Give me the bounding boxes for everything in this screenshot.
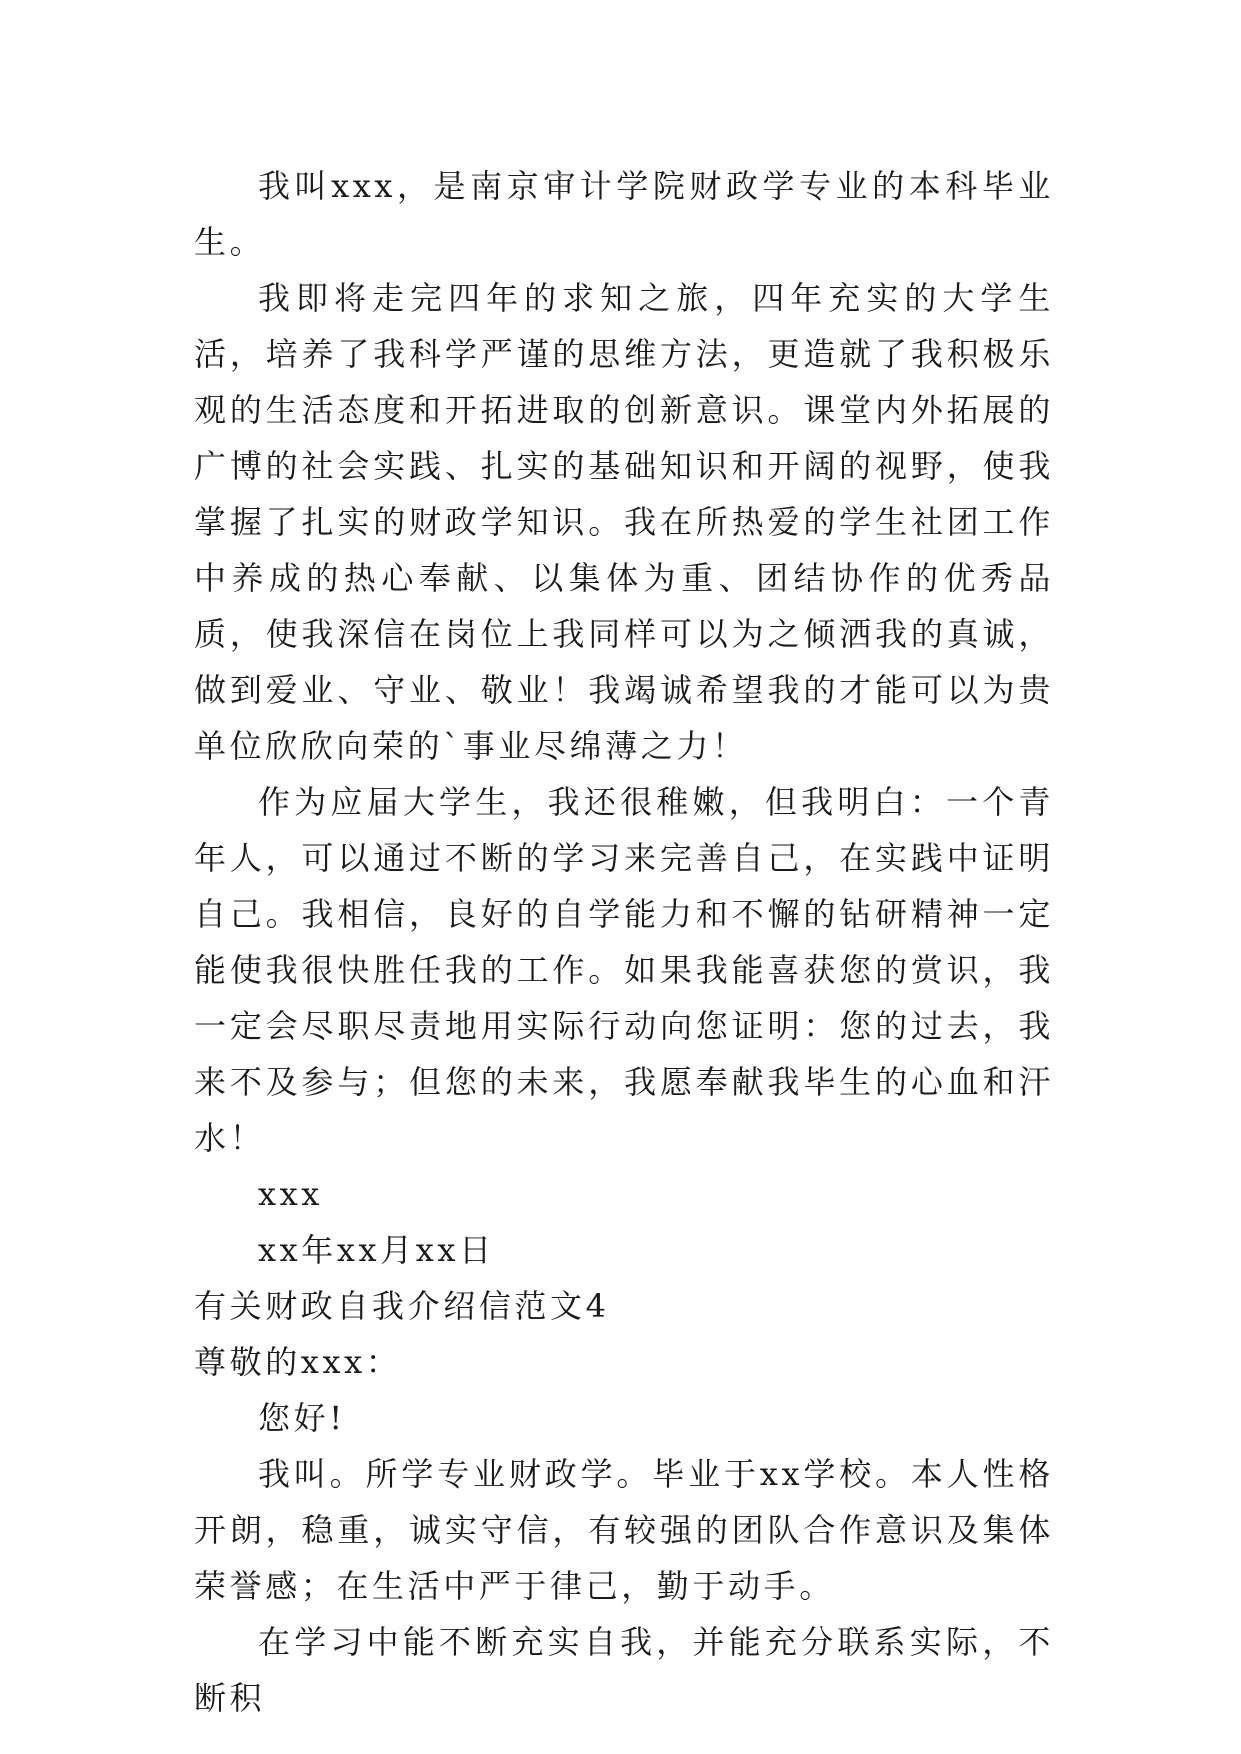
signature-name: xxx [258, 1175, 323, 1213]
greeting: 您好! [258, 1399, 346, 1437]
paragraph-ambition: 作为应届大学生，我还很稚嫩，但我明白：一个青年人，可以通过不断的学习来完善自己，在实践中证明自己。我相信，良好的自学能力和不懈的钻研精神一定能使我很快胜任我的工作。如果我能喜获您的赏识，我一定会尽职尽责地用实际行动向您证明：您的过去，我来不及参与；但您的未来，我愿奉献我毕生的心血和汗水！ [194, 783, 1054, 1157]
salutation: 尊敬的xxx： [194, 1343, 402, 1381]
paragraph-intro: 我叫xxx，是南京审计学院财政学专业的本科毕业生。 [194, 167, 1054, 261]
section-title: 有关财政自我介绍信范文4 [194, 1287, 610, 1325]
signature-date: xx年xx月xx日 [258, 1231, 495, 1269]
paragraph-learning: 在学习中能不断充实自我，并能充分联系实际，不断积 [194, 1623, 1054, 1717]
document-body [194, 158, 1054, 1726]
paragraph-study: 我即将走完四年的求知之旅，四年充实的大学生活，培养了我科学严谨的思维方法，更造就了我积极乐观的生活态度和开拓进取的创新意识。课堂内外拓展的广博的社会实践、扎实的基础知识和开阔的视野，使我掌握了扎实的财政学知识。我在所热爱的学生社团工作中养成的热心奉献、以集体为重、团结协作的优秀品质，使我深信在岗位上我同样可以为之倾洒我的真诚，做到爱业、守业、敬业！我竭诚希望我的才能可以为贵单位欣欣向荣的`事业尽绵薄之力！ [194, 279, 1054, 765]
paragraph-personality: 我叫。所学专业财政学。毕业于xx学校。本人性格开朗，稳重，诚实守信，有较强的团队合作意识及集体荣誉感；在生活中严于律己，勤于动手。 [194, 1455, 1054, 1605]
